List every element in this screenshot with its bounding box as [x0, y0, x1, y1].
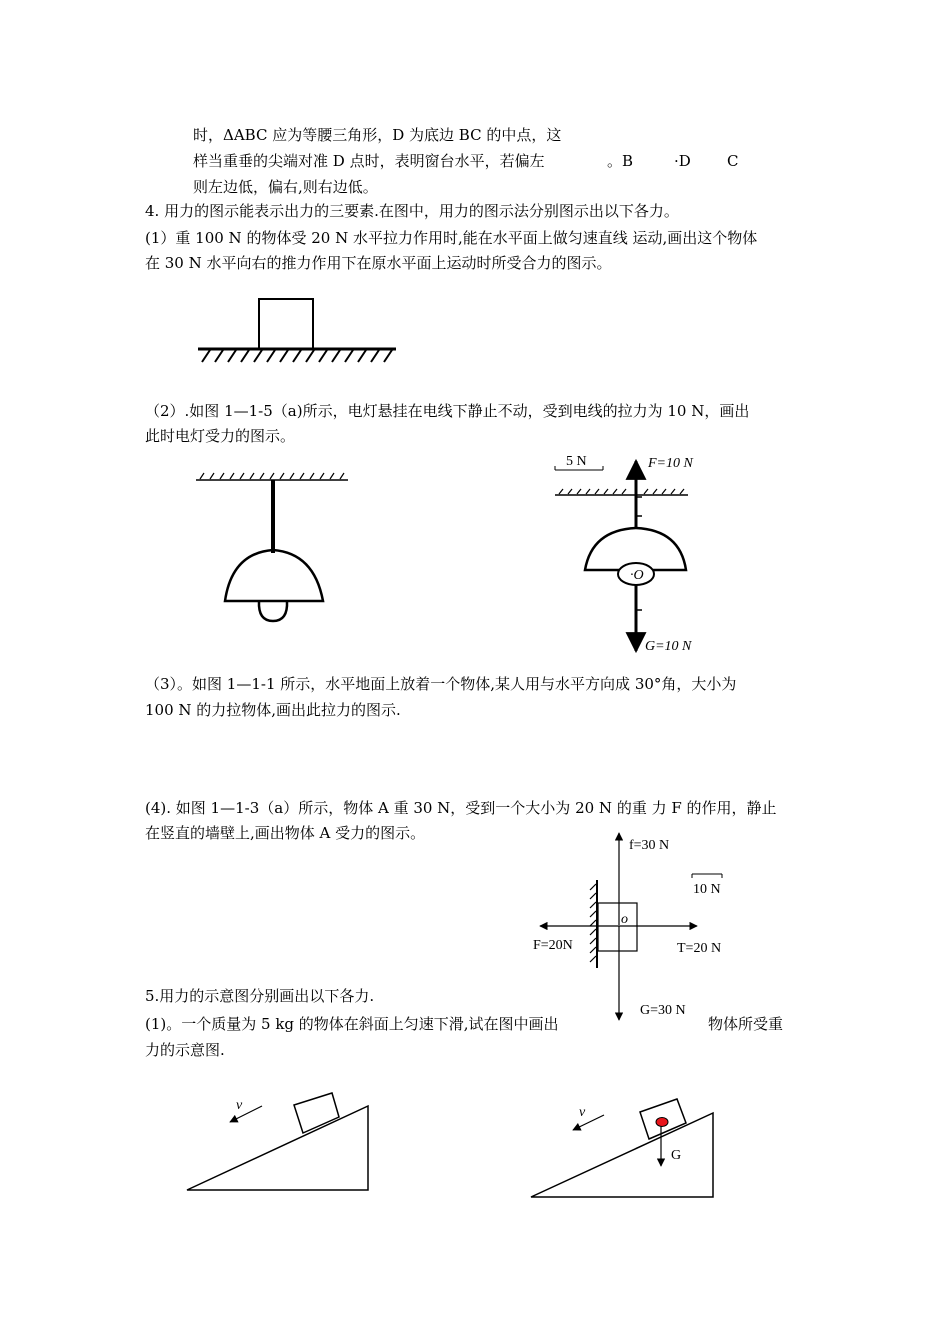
weight-force-label: G=30 N: [640, 1003, 686, 1018]
velocity-arrow-b: [573, 1115, 604, 1130]
incline-figure-a: [187, 1093, 368, 1190]
center-label: ·O: [630, 568, 644, 583]
question-4-2-line-a: （2）.如图 1—1-5（a)所示，电灯悬挂在电线下静止不动，受到电线的拉力为 10 N，画出: [145, 402, 750, 420]
label-B: 。B: [607, 152, 634, 170]
incline-a: [187, 1106, 368, 1190]
lamp-figure-b: [555, 454, 693, 654]
lamp-bulb: [259, 601, 287, 621]
wall-scale-label: 10 N: [693, 882, 721, 897]
sliding-block-a: [294, 1093, 339, 1133]
incline-figure-b: [531, 1099, 713, 1197]
question-5-1-line-b: 力的示意图.: [145, 1041, 225, 1059]
wall-hatch: [590, 884, 596, 962]
question-5-heading: 5.用力的示意图分别画出以下各力.: [145, 987, 375, 1005]
velocity-label-b: v: [579, 1105, 586, 1120]
lamp-figure-a: [196, 473, 348, 621]
center-o-label: o: [621, 912, 628, 927]
text-line-1: 时，ΔABC 应为等腰三角形，D 为底边 BC 的中点，这: [193, 126, 562, 144]
question-4-heading: 4. 用力的图示能表示出力的三要素.在图中，用力的图示法分别图示出以下各力。: [145, 202, 679, 220]
question-4-3-line-b: 100 N 的力拉物体,画出此拉力的图示.: [145, 701, 401, 719]
label-C: C: [727, 152, 739, 170]
question-4-1-line-a: (1）重 100 N 的物体受 20 N 水平拉力作用时,能在水平面上做匀速直线 运动,画出这个物体: [145, 229, 758, 247]
text-line-3: 则左边低，偏右,则右边低。: [193, 178, 378, 196]
incline-b: [531, 1113, 713, 1197]
wall-block-figure: [533, 833, 722, 1020]
block-on-ground-figure: [198, 299, 396, 362]
block: [259, 299, 313, 349]
question-5-1-line-a-end: 物体所受重: [708, 1015, 784, 1033]
gravity-label-b: G: [671, 1148, 682, 1163]
ceiling-hatch-b: [559, 489, 684, 494]
tension-force-label: F=10 N: [648, 456, 693, 471]
velocity-arrow-a: [230, 1106, 262, 1122]
right-force-label: T=20 N: [677, 941, 722, 956]
text-line-2: 样当重垂的尖端对准 D 点时，表明窗台水平，若偏左: [193, 152, 545, 170]
friction-force-label: f=30 N: [629, 838, 670, 853]
question-4-1-line-b: 在 30 N 水平向右的推力作用下在原水平面上运动时所受合力的图示。: [145, 254, 612, 272]
ceiling-hatch: [200, 473, 344, 479]
question-4-4-line-b: 在竖直的墙壁上,画出物体 A 受力的图示。: [145, 824, 426, 842]
question-5-1-line-a: (1)。一个质量为 5 kg 的物体在斜面上匀速下滑,试在图中画出: [145, 1015, 559, 1033]
left-force-label: F=20N: [533, 938, 573, 953]
question-4-2-line-b: 此时电灯受力的图示。: [145, 427, 296, 445]
label-D: ·D: [674, 152, 691, 170]
velocity-label-a: v: [236, 1098, 243, 1113]
ground-hatch: [202, 350, 392, 362]
scale-label: 5 N: [566, 454, 587, 469]
question-4-3-line-a: （3）。如图 1—1-1 所示，水平地面上放着一个物体,某人用与水平方向成 30°角，大小为: [145, 675, 737, 693]
gravity-force-label: G=10 N: [645, 639, 692, 654]
question-4-4-line-a: (4). 如图 1—1-3（a）所示，物体 A 重 30 N，受到一个大小为 20 N 的重 力 F 的作用，静止: [145, 799, 777, 817]
object-a: [598, 903, 637, 951]
center-of-mass-dot: [656, 1118, 668, 1127]
lamp-shade: [225, 550, 323, 601]
